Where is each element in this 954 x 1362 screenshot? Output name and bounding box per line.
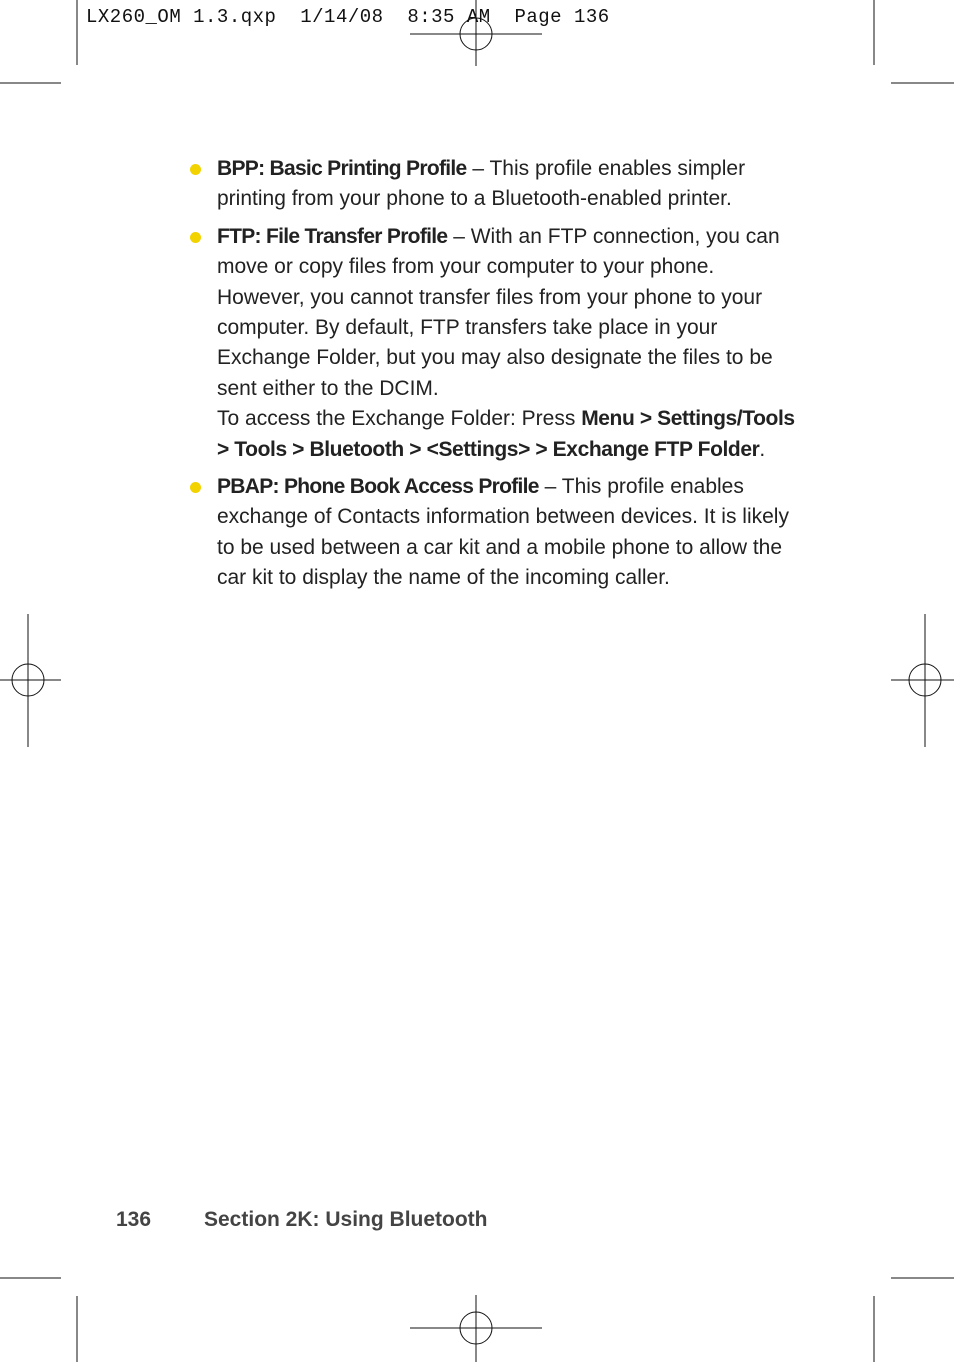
- list-item-bpp: [190, 154, 805, 215]
- bluetooth-profiles-list: [190, 154, 805, 601]
- term-separator: –: [447, 224, 471, 248]
- access-period: .: [759, 437, 766, 461]
- profile-description: This profile enables exchange of Contacts information between devices. It is likely to be used between a car kit and a mobile phone to allow the car kit to display the name of the incoming caller.: [217, 475, 789, 590]
- section-title: Section 2K: Using Bluetooth: [204, 1208, 488, 1231]
- bullet-icon: [190, 164, 201, 175]
- profile-term: FTP: File Transfer Profile: [217, 224, 448, 248]
- bullet-icon: [190, 482, 201, 493]
- access-instructions: To access the Exchange Folder: Press: [217, 407, 582, 431]
- term-separator: –: [466, 157, 490, 180]
- page-footer: [116, 1208, 488, 1232]
- menu-navigation-path: Menu > Settings/Tools > Tools > Bluetooth > <Settings> > Exchange FTP Folder: [217, 407, 795, 461]
- term-separator: –: [538, 475, 562, 499]
- profile-description: This profile enables simpler printing from your phone to a Bluetooth-enabled printer.: [217, 157, 746, 211]
- list-item-ftp: [190, 222, 805, 465]
- print-slug: LX260_OM 1.3.qxp 1/14/08 8:35 AM Page 136: [86, 6, 610, 28]
- profile-description: With an FTP connection, you can move or copy files from your computer to your phone. However, you cannot transfer files from your phone to your computer. By default, FTP transfers take place in your Exchange Folder, but you may also designate the files to be sent either to the DCIM.: [217, 224, 780, 400]
- profile-term: PBAP: Phone Book Access Profile: [217, 475, 539, 499]
- list-item-pbap: [190, 472, 805, 594]
- profile-term: BPP: Basic Printing Profile: [217, 157, 467, 180]
- bullet-icon: [190, 232, 201, 243]
- page-number: 136: [116, 1208, 152, 1231]
